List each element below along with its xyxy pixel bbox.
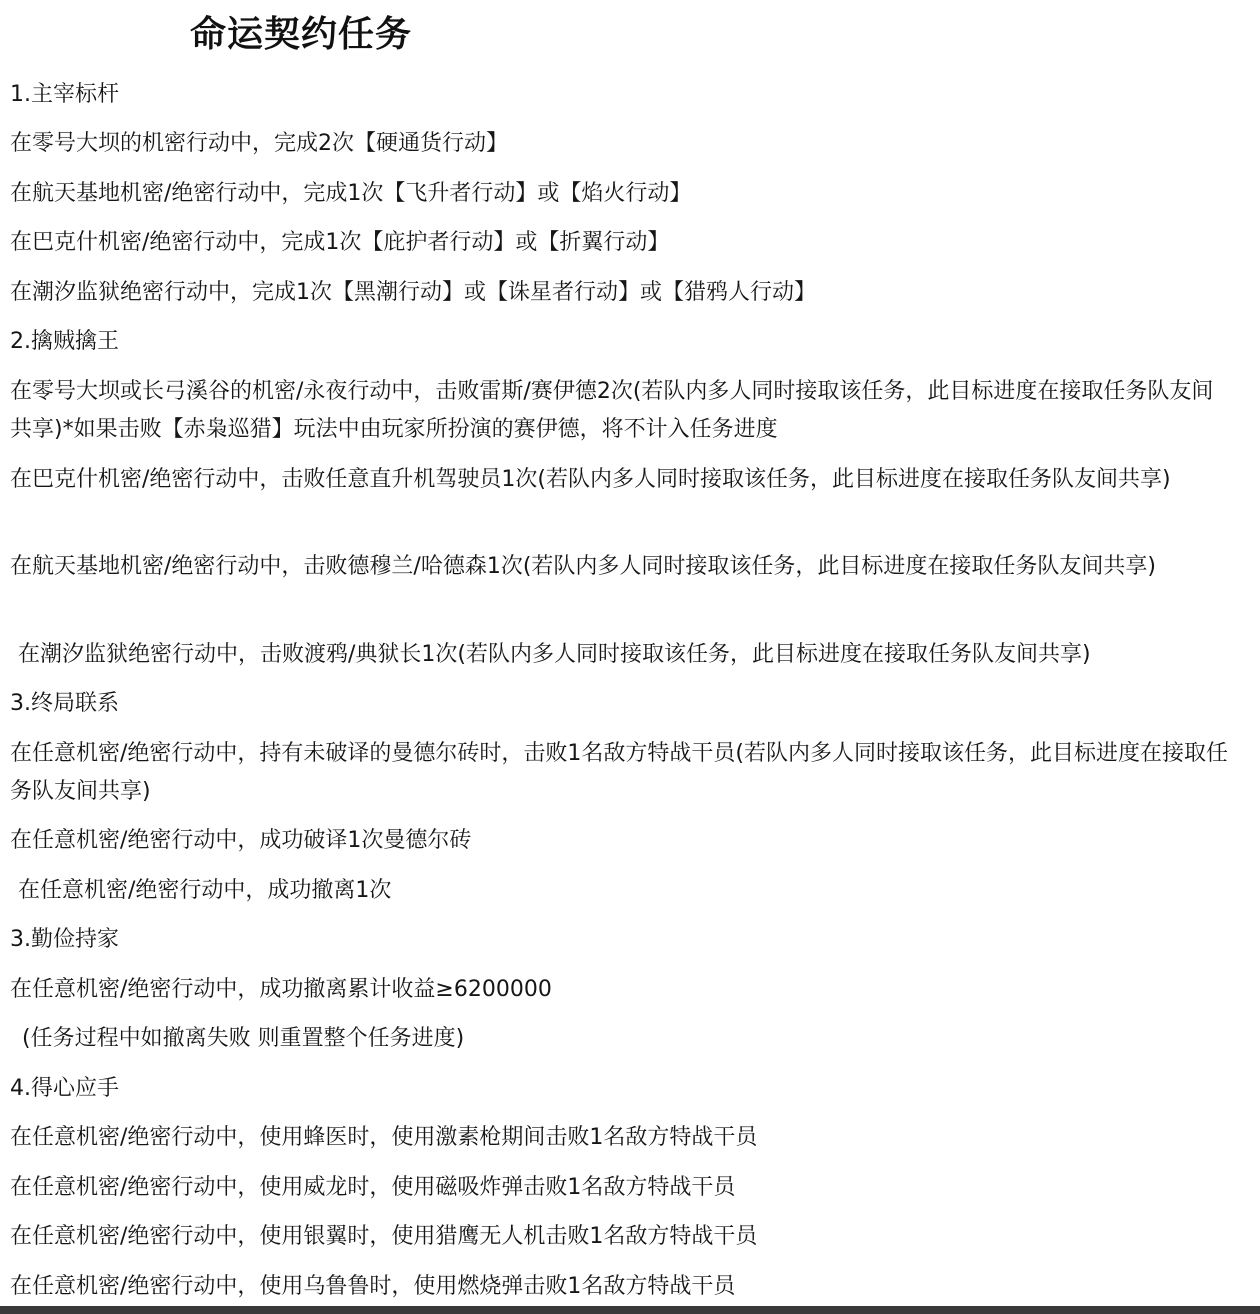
task-item: 在任意机密/绝密行动中，成功撤离1次 [18,878,392,903]
task-note: (任务过程中如撤离失败 则重置整个任务进度) [22,1026,465,1051]
section-heading-1: 1.主宰标杆 [10,82,119,107]
task-item: 在任意机密/绝密行动中，使用乌鲁鲁时，使用燃烧弹击败1名敌方特战干员 [10,1274,736,1299]
task-item: 在任意机密/绝密行动中，使用威龙时，使用磁吸炸弹击败1名敌方特战干员 [10,1175,736,1200]
task-item: 在任意机密/绝密行动中，使用银翼时，使用猎鹰无人机击败1名敌方特战干员 [10,1224,758,1249]
task-item: 在任意机密/绝密行动中，成功撤离累计收益≥6200000 [10,977,552,1002]
document-title: 命运契约任务 [190,14,413,55]
task-item: 在巴克什机密/绝密行动中，完成1次【庇护者行动】或【折翼行动】 [10,230,670,255]
bottom-edge-bar [0,1306,1260,1314]
task-item: 在航天基地机密/绝密行动中，完成1次【飞升者行动】或【焰火行动】 [10,181,692,206]
task-item: 在潮汐监狱绝密行动中，完成1次【黑潮行动】或【诛星者行动】或【猎鸦人行动】 [10,280,816,305]
task-item: 在任意机密/绝密行动中，持有未破译的曼德尔砖时，击败1名敌方特战干员(若队内多人同时接取该任务，此目标进度在接取任务队友间共享) [10,741,1228,804]
section-heading-5: 4.得心应手 [10,1076,119,1101]
task-item: 在零号大坝或长弓溪谷的机密/永夜行动中，击败雷斯/赛伊德2次(若队内多人同时接取该任务，此目标进度在接取任务队友间共享)*如果击败【赤枭巡猎】玩法中由玩家所扮演的赛伊德，将不计入任务进度 [10,379,1214,442]
task-item: 在航天基地机密/绝密行动中，击败德穆兰/哈德森1次(若队内多人同时接取该任务，此目标进度在接取任务队友间共享) [10,554,1156,579]
section-heading-3: 3.终局联系 [10,691,119,716]
section-heading-4: 3.勤俭持家 [10,927,119,952]
task-item: 在零号大坝的机密行动中，完成2次【硬通货行动】 [10,131,508,156]
task-item: 在潮汐监狱绝密行动中，击败渡鸦/典狱长1次(若队内多人同时接取该任务，此目标进度在接取任务队友间共享) [18,642,1091,667]
task-item: 在巴克什机密/绝密行动中，击败任意直升机驾驶员1次(若队内多人同时接取该任务，此目标进度在接取任务队友间共享) [10,467,1171,492]
task-item: 在任意机密/绝密行动中，使用蜂医时，使用激素枪期间击败1名敌方特战干员 [10,1125,758,1150]
task-item: 在任意机密/绝密行动中，成功破译1次曼德尔砖 [10,828,472,853]
section-heading-2: 2.擒贼擒王 [10,329,119,354]
